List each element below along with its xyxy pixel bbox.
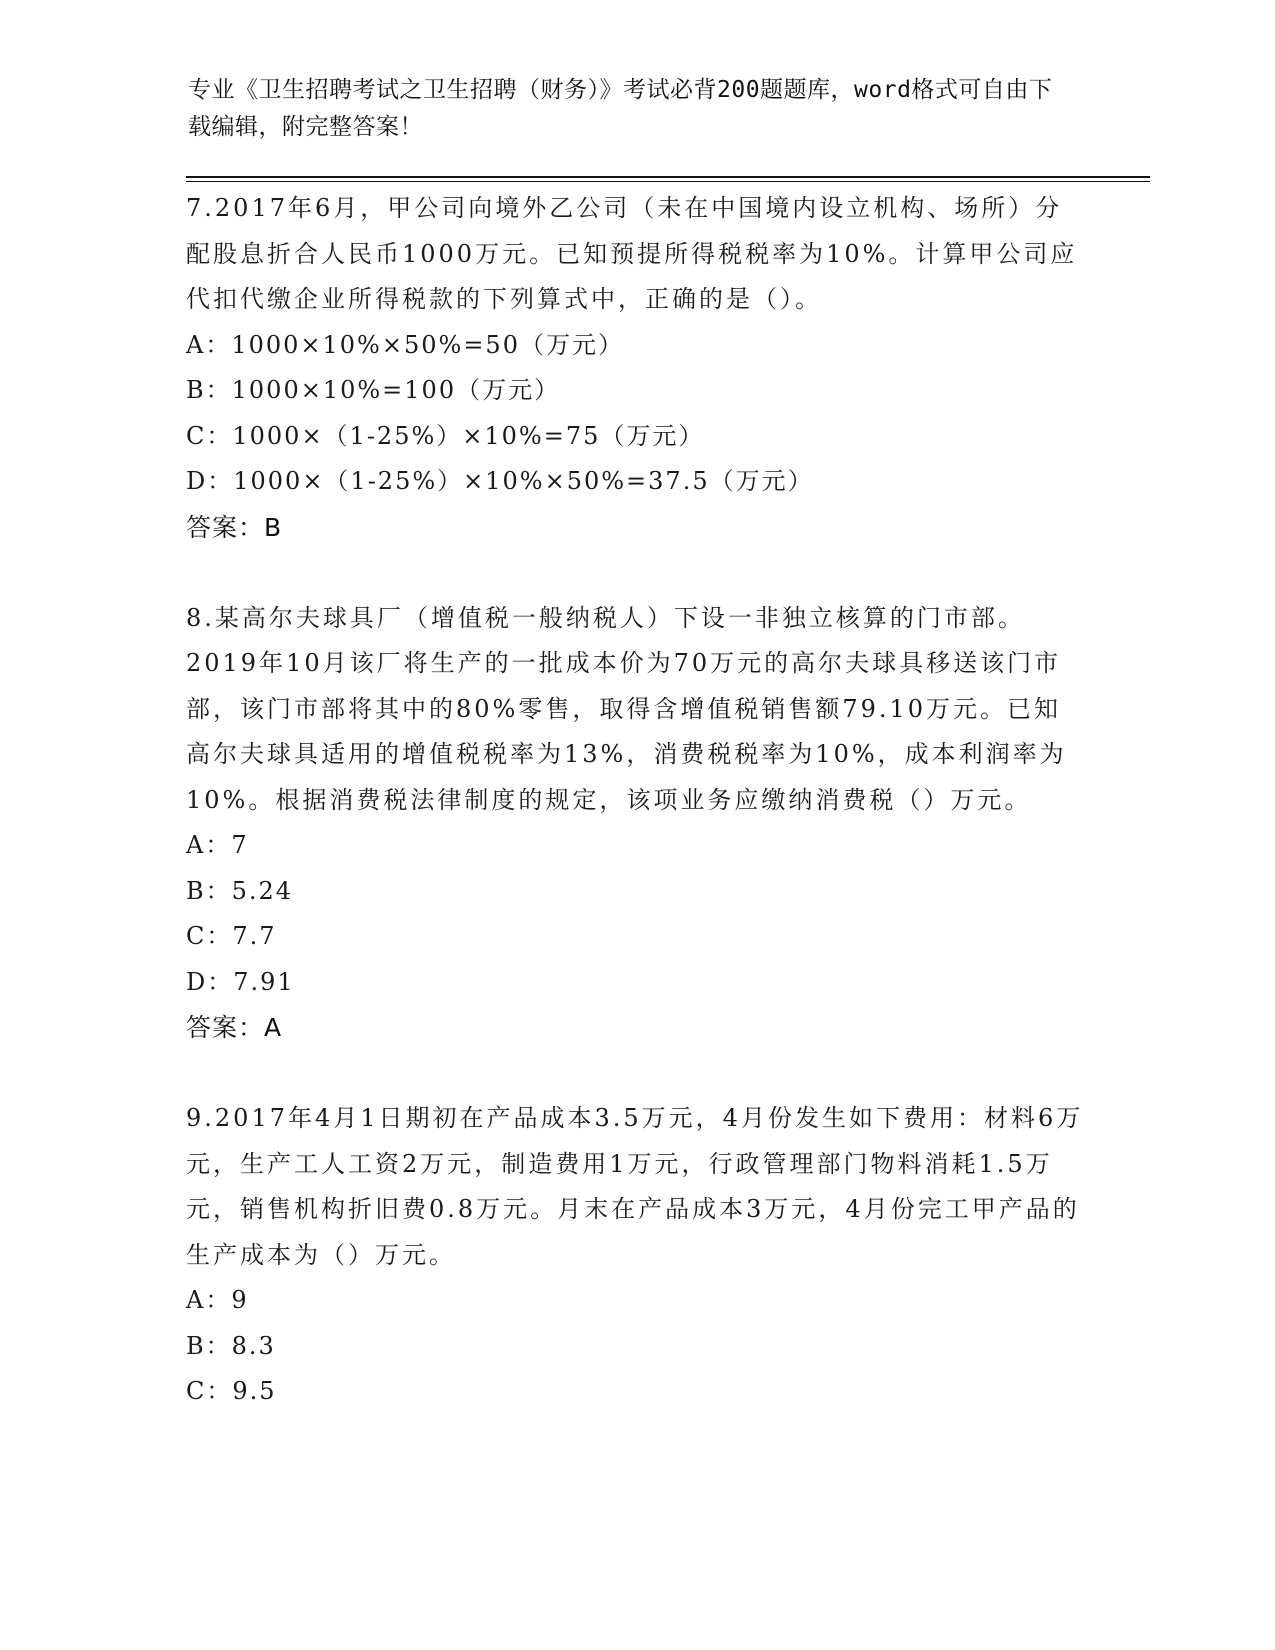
document-header: 专业《卫生招聘考试之卫生招聘（财务）》考试必背200题题库，word格式可自由下载编辑，附完整答案！ xyxy=(188,77,1053,140)
question-9 xyxy=(186,1096,1086,1415)
option-a: A：7 xyxy=(186,831,249,859)
option-d: D：1000×（1-25%）×10%×50%=37.5（万元） xyxy=(186,467,814,495)
answer-line: 答案：A xyxy=(186,1013,283,1042)
option-a: A：1000×10%×50%=50（万元） xyxy=(186,330,624,359)
option-c: C：9.5 xyxy=(186,1377,277,1405)
option-d: D：7.91 xyxy=(186,967,295,996)
option-c: C：7.7 xyxy=(186,922,277,950)
header-rule-thick xyxy=(186,176,1150,178)
option-b: B：8.3 xyxy=(186,1331,276,1360)
question-7 xyxy=(186,186,1086,550)
question-gap xyxy=(186,1051,1086,1097)
question-8 xyxy=(186,596,1086,1051)
question-gap xyxy=(186,550,1086,596)
answer-line: 答案：B xyxy=(186,512,283,542)
option-c: C：1000×（1-25%）×10%=75（万元） xyxy=(186,421,705,450)
question-text: 7.2017年6月，甲公司向境外乙公司（未在中国境内设立机构、场所）分配股息折合人民币1000万元。已知预提所得税税率为10%。计算甲公司应代扣代缴企业所得税款的下列算式中，正确的是（）。 xyxy=(186,194,1078,313)
question-text: 8.某高尔夫球具厂（增值税一般纳税人）下设一非独立核算的门市部。2019年10月该厂将生产的一批成本价为70万元的高尔夫球具移送该门市部，该门市部将其中的80%零售，取得含增值税销售额79.10万元。已知高尔夫球具适用的增值税税率为13%，消费税税率为10%，成本利润率为10%。根据消费税法律制度的规定，该项业务应缴纳消费税（）万元。 xyxy=(186,603,1067,814)
option-b: B：1000×10%=100（万元） xyxy=(186,376,561,404)
question-list xyxy=(186,186,1086,1415)
header-rule-thin xyxy=(186,181,1150,182)
option-a: A：9 xyxy=(186,1286,249,1314)
question-text: 9.2017年4月1日期初在产品成本3.5万元，4月份发生如下费用：材料6万元，生产工人工资2万元，制造费用1万元，行政管理部门物料消耗1.5万元，销售机构折旧费0.8万元。月末在产品成本3万元，4月份完工甲产品的生产成本为（）万元。 xyxy=(186,1104,1084,1269)
option-b: B：5.24 xyxy=(186,876,294,905)
